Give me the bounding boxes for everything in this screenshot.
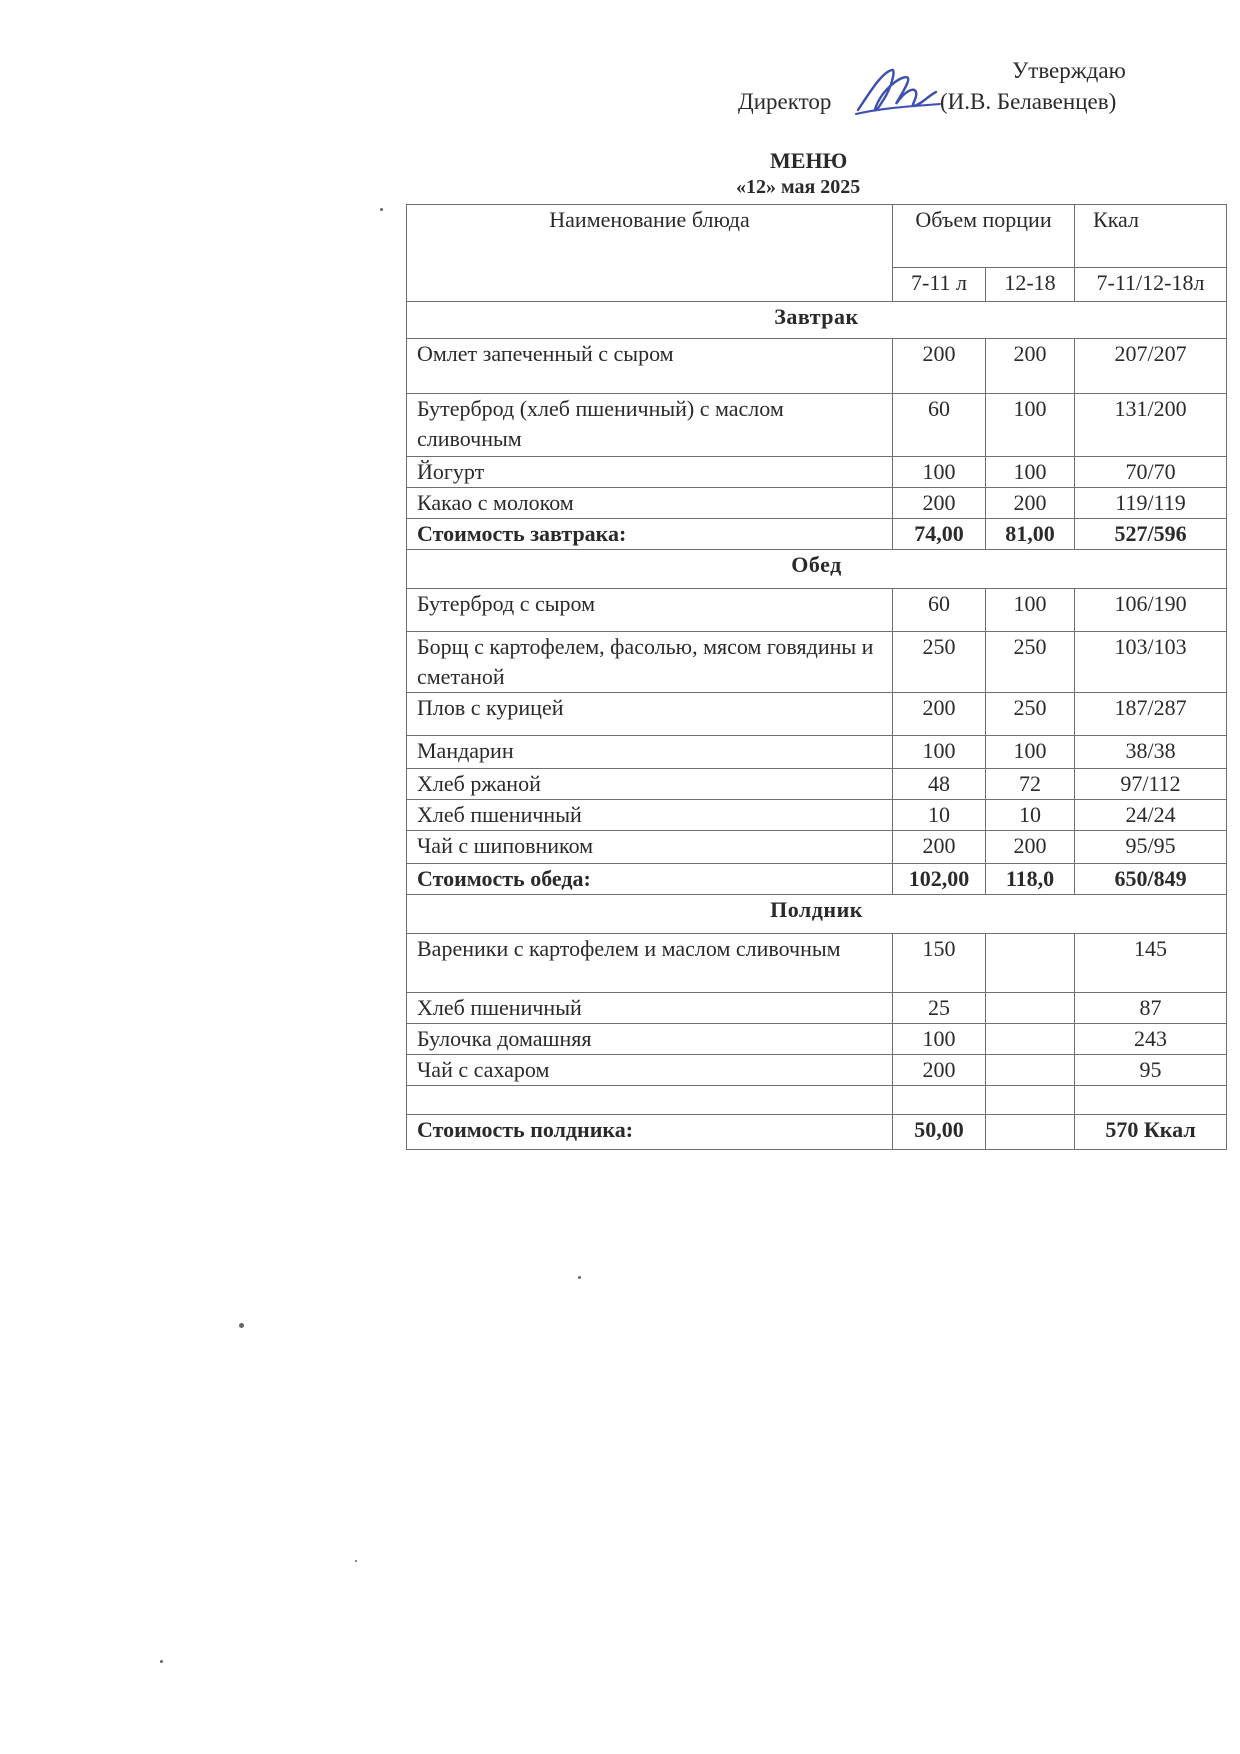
dish-name: Хлеб ржаной <box>407 769 893 800</box>
dish-name: Какао с молоком <box>407 488 893 519</box>
kcal-value: 187/287 <box>1075 693 1227 736</box>
portion-12-18 <box>986 1024 1075 1055</box>
table-row <box>407 632 1227 693</box>
portion-7-11: 200 <box>893 831 986 864</box>
section-row <box>407 550 1227 589</box>
kcal-value: 24/24 <box>1075 800 1227 831</box>
portion-12-18 <box>986 993 1075 1024</box>
table-row <box>407 1024 1227 1055</box>
portion-12-18: 200 <box>986 488 1075 519</box>
total-12-18 <box>986 1115 1075 1150</box>
dish-name: Борщ с картофелем, фасолью, мясом говядины и сметаной <box>407 632 893 693</box>
table-row <box>407 589 1227 632</box>
total-row <box>407 1115 1227 1150</box>
portion-12-18: 200 <box>986 831 1075 864</box>
approval-block <box>0 0 1240 130</box>
portion-7-11: 200 <box>893 693 986 736</box>
kcal-value: 87 <box>1075 993 1227 1024</box>
portion-12-18 <box>986 1055 1075 1086</box>
section-row <box>407 895 1227 934</box>
total-7-11: 74,00 <box>893 519 986 550</box>
portion-7-11: 100 <box>893 736 986 769</box>
kcal-value: 131/200 <box>1075 394 1227 457</box>
blank-cell <box>1075 1086 1227 1115</box>
portion-12-18: 200 <box>986 339 1075 394</box>
portion-7-11: 10 <box>893 800 986 831</box>
total-7-11: 102,00 <box>893 864 986 895</box>
kcal-value: 95 <box>1075 1055 1227 1086</box>
header-age-12-18: 12-18 <box>986 268 1075 302</box>
table-row <box>407 736 1227 769</box>
dish-name: Йогурт <box>407 457 893 488</box>
blank-cell <box>986 1086 1075 1115</box>
portion-7-11: 200 <box>893 339 986 394</box>
blank-cell <box>407 1086 893 1115</box>
portion-7-11: 100 <box>893 457 986 488</box>
dish-name: Бутерброд (хлеб пшеничный) с маслом сливочным <box>407 394 893 457</box>
dish-name: Чай с шиповником <box>407 831 893 864</box>
dish-name: Хлеб пшеничный <box>407 993 893 1024</box>
portion-7-11: 200 <box>893 1055 986 1086</box>
dish-name: Бутерброд с сыром <box>407 589 893 632</box>
table-row <box>407 831 1227 864</box>
portion-7-11: 250 <box>893 632 986 693</box>
portion-7-11: 48 <box>893 769 986 800</box>
table-row <box>407 800 1227 831</box>
director-title: Директор <box>738 89 832 114</box>
kcal-value: 207/207 <box>1075 339 1227 394</box>
scan-speck <box>239 1323 244 1328</box>
blank-cell <box>893 1086 986 1115</box>
page-title: МЕНЮ <box>770 148 848 173</box>
total-12-18: 118,0 <box>986 864 1075 895</box>
dish-name: Булочка домашняя <box>407 1024 893 1055</box>
header-portion: Объем порции <box>893 205 1075 268</box>
menu-date: «12» мая 2025 <box>736 176 861 198</box>
total-12-18: 81,00 <box>986 519 1075 550</box>
table-row <box>407 934 1227 993</box>
total-row <box>407 864 1227 895</box>
portion-12-18: 100 <box>986 457 1075 488</box>
total-row <box>407 519 1227 550</box>
portion-7-11: 200 <box>893 488 986 519</box>
portion-7-11: 100 <box>893 1024 986 1055</box>
total-kcal: 527/596 <box>1075 519 1227 550</box>
table-row <box>407 457 1227 488</box>
portion-12-18: 250 <box>986 632 1075 693</box>
table-row <box>407 394 1227 457</box>
blank-row <box>407 1086 1227 1115</box>
total-label: Стоимость полдника: <box>407 1115 893 1150</box>
table-row <box>407 1055 1227 1086</box>
director-name: (И.В. Белавенцев) <box>940 89 1117 114</box>
dish-name: Мандарин <box>407 736 893 769</box>
portion-7-11: 60 <box>893 589 986 632</box>
total-7-11: 50,00 <box>893 1115 986 1150</box>
total-label: Стоимость завтрака: <box>407 519 893 550</box>
portion-12-18: 72 <box>986 769 1075 800</box>
kcal-value: 38/38 <box>1075 736 1227 769</box>
portion-7-11: 150 <box>893 934 986 993</box>
section-row <box>407 302 1227 339</box>
section-title: Полдник <box>407 895 1227 934</box>
kcal-value: 243 <box>1075 1024 1227 1055</box>
header-age-7-11: 7-11 л <box>893 268 986 302</box>
dish-name: Хлеб пшеничный <box>407 800 893 831</box>
table-row <box>407 339 1227 394</box>
kcal-value: 97/112 <box>1075 769 1227 800</box>
kcal-value: 70/70 <box>1075 457 1227 488</box>
table-row <box>407 693 1227 736</box>
table-row <box>407 769 1227 800</box>
approval-word: Утверждаю <box>1012 58 1126 83</box>
kcal-value: 103/103 <box>1075 632 1227 693</box>
section-title: Завтрак <box>407 302 1227 339</box>
scan-speck <box>578 1276 581 1279</box>
header-row <box>407 205 1227 268</box>
table-row <box>407 993 1227 1024</box>
portion-12-18: 100 <box>986 736 1075 769</box>
menu-table <box>406 204 1227 1150</box>
portion-12-18: 100 <box>986 589 1075 632</box>
dish-name: Вареники с картофелем и маслом сливочным <box>407 934 893 993</box>
kcal-value: 95/95 <box>1075 831 1227 864</box>
table-row <box>407 488 1227 519</box>
header-kcal: Ккал <box>1075 205 1227 268</box>
section-title: Обед <box>407 550 1227 589</box>
total-kcal: 570 Ккал <box>1075 1115 1227 1150</box>
menu-table-body <box>407 205 1227 1150</box>
portion-7-11: 25 <box>893 993 986 1024</box>
kcal-value: 145 <box>1075 934 1227 993</box>
dish-name: Омлет запеченный с сыром <box>407 339 893 394</box>
total-label: Стоимость обеда: <box>407 864 893 895</box>
dish-name: Плов с курицей <box>407 693 893 736</box>
kcal-value: 119/119 <box>1075 488 1227 519</box>
scan-speck <box>355 1560 357 1562</box>
total-kcal: 650/849 <box>1075 864 1227 895</box>
portion-12-18 <box>986 934 1075 993</box>
portion-12-18: 100 <box>986 394 1075 457</box>
header-kcal-ages: 7-11/12-18л <box>1075 268 1227 302</box>
scan-speck <box>380 208 383 211</box>
scan-speck <box>160 1660 163 1663</box>
portion-12-18: 10 <box>986 800 1075 831</box>
dish-name: Чай с сахаром <box>407 1055 893 1086</box>
header-dish: Наименование блюда <box>407 205 893 302</box>
portion-7-11: 60 <box>893 394 986 457</box>
kcal-value: 106/190 <box>1075 589 1227 632</box>
signature-icon <box>852 62 944 120</box>
portion-12-18: 250 <box>986 693 1075 736</box>
